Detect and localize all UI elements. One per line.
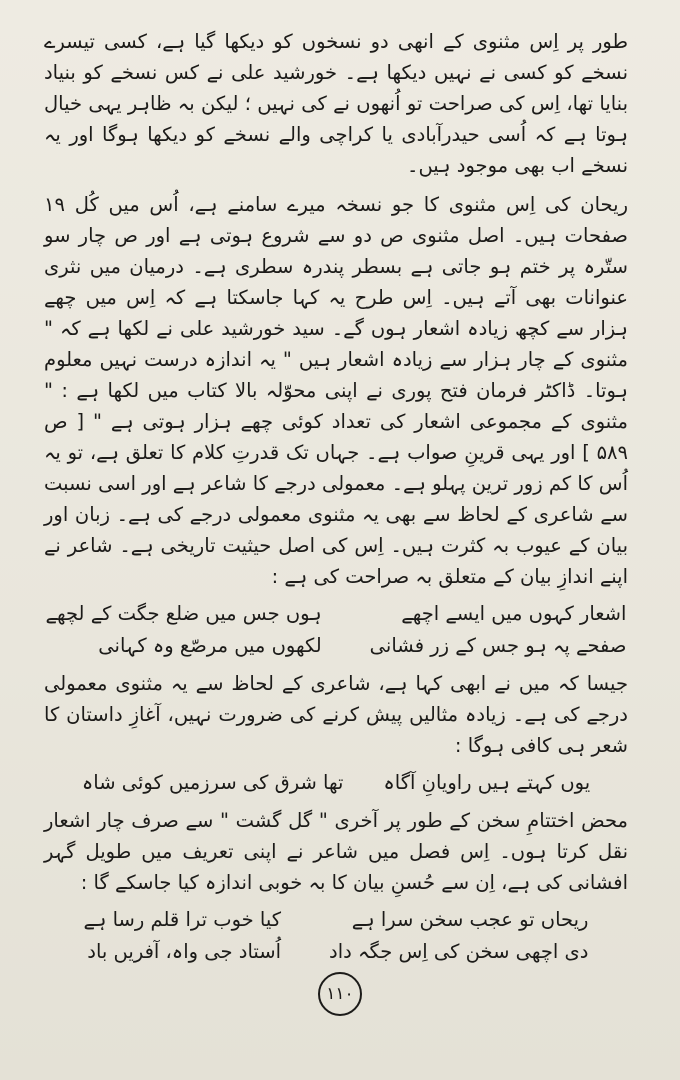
body-text-2 — [44, 668, 628, 761]
paragraph-4: محض اختتامِ سخن کے طور پر آخری " گل گشت " سے صرف چار اشعار نقل کرتا ہوں۔ اِس فصل میں شاعر نے اپنی تعریف میں طویل گہر افشانی کی ہے، اِن سے حُسنِ بیان کا بہ خوبی اندازہ کیا جاسکے گا : — [44, 809, 628, 894]
couplet-1-second-hemistichs — [46, 598, 322, 662]
verse-line: کیا خوب ترا قلم رسا ہے — [83, 908, 282, 931]
couplet-1-first-hemistichs — [370, 598, 627, 662]
verse-line: اُستاد جی واہ، آفریں باد — [87, 940, 282, 963]
body-text-3 — [44, 805, 628, 898]
page-number: ١١٠ — [318, 972, 362, 1016]
verse-line: ریحاں تو عجب سخن سرا ہے — [351, 908, 589, 931]
couplet-3-second-hemistichs — [84, 904, 282, 968]
paragraph-2: ریحان کی اِس مثنوی کا جو نسخہ میرے سامنے ہے، اُس میں کُل ۱۹ صفحات ہیں۔ اصل مثنوی ص دو سے شروع ہوتی ہے اور ص چار سو ستّرہ پر ختم ہو جاتی ہے بسطر پندرہ سطری ہے۔ درمیان میں نثری عنوانات بھی آتے ہیں۔ اِس طرح یہ کہا جاسکتا ہے کہ اِس میں چھے ہزار سے کچھ زیادہ اشعار ہوں گے۔ سید خورشید علی نے لکھا ہے کہ " مثنوی کے چار ہزار سے زیادہ اشعار ہیں " یہ اندازہ درست نہیں معلوم ہوتا۔ ڈاکٹر فرمان فتح پوری نے اپنی محوّلہ بالا کتاب میں لکھا ہے : " مثنوی کے مجموعی اشعار کی تعداد کوئی چھے ہزار ہوتی ہے " [ ص ۵۸۹ ] اور یہی قرینِ صواب ہے۔ جہاں تک قدرتِ کلام کا تعلق ہے، تو یہ اُس کا کم زور ترین پہلو ہے۔ معمولی درجے کا شاعر ہے اور اسی نسبت سے شاعری کے لحاظ سے بھی یہ مثنوی معمولی درجے کی ہے۔ زبان اور بیان کے عیوب بہ کثرت ہیں۔ اِس کی اصل حیثیت تاریخی ہے۔ شاعر نے اپنے اندازِ بیان کے متعلق بہ صراحت کی ہے : — [44, 193, 628, 588]
page-footer — [0, 972, 680, 1016]
verse-line: تھا شرق کی سرزمیں کوئی شاہ — [81, 771, 344, 794]
verse-line: یوں کہتے ہیں راویانِ آگاہ — [383, 771, 591, 794]
body-text — [44, 26, 628, 592]
couplet-verse-1 — [44, 598, 628, 662]
verse-line: صفحے پہ ہو جس کے زر فشانی — [369, 634, 627, 657]
verse-line: لکھوں میں مرصّع وہ کہانی — [98, 634, 322, 657]
verse-line: دی اچھی سخن کی اِس جگہ داد — [329, 940, 589, 963]
couplet-verse-3 — [44, 904, 628, 968]
verse-line: اشعار کہوں میں ایسے اچھے — [401, 602, 627, 625]
verse-line: ہوں جس میں ضلع جگت کے لچھے — [45, 602, 322, 625]
paragraph-1: طور پر اِس مثنوی کے انھی دو نسخوں کو دیکھا گیا ہے، کسی تیسرے نسخے کو کسی نے نہیں دیکھا ہے۔ خورشید علی نے کس نسخے کو بنیاد بنایا تھا، اِس کی صراحت تو اُنھوں نے کی نہیں ؛ لیکن بہ ظاہر یہی خیال ہوتا ہے کہ اُسی حیدرآبادی یا کراچی والے نسخے کو دیکھا ہوگا اور یہ نسخے اب بھی موجود ہیں۔ — [44, 30, 628, 177]
couplet-verse-2 — [44, 767, 628, 799]
couplet-3-first-hemistichs — [329, 904, 588, 968]
paragraph-3: جیسا کہ میں نے ابھی کہا ہے، شاعری کے لحاظ سے یہ مثنوی معمولی درجے کی ہے۔ زیادہ مثالیں پیش کرنے کی ضرورت نہیں، آغازِ داستان کا شعر ہی کافی ہوگا : — [44, 672, 628, 757]
